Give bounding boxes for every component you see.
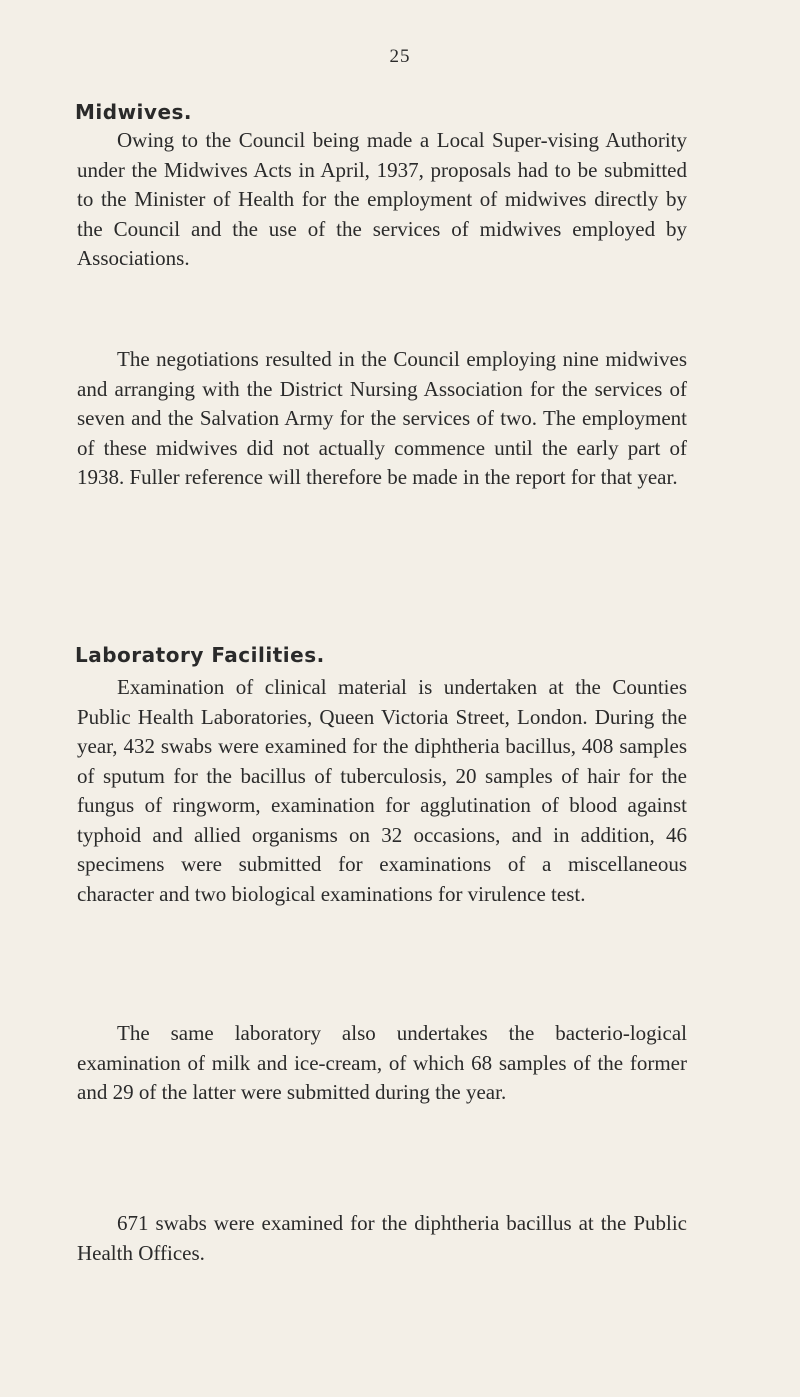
laboratory-facilities-heading: Laboratory Facilities.	[75, 643, 325, 667]
midwives-paragraph-1: Owing to the Council being made a Local Super-vising Authority under the Midwives Acts in April, 1937, proposals had to be submitted to the Minister of Health for the employment of midwives directly by the Council and the use of the services of midwives employed by Associations.	[77, 128, 687, 270]
midwives-heading: Midwives.	[75, 100, 193, 124]
midwives-paragraph-2: The negotiations resulted in the Council employing nine midwives and arranging with the District Nursing Association for the services of seven and the Salvation Army for the services of two. The employment of these midwives did not actually commence until the early part of 1938. Fuller reference will therefore be made in the report for that year.	[77, 347, 687, 489]
laboratory-paragraph-2: The same laboratory also undertakes the bacterio-logical examination of milk and ice-cream, of which 68 samples of the former and 29 of the latter were submitted during the year.	[77, 1021, 687, 1104]
page-number: 25	[389, 46, 411, 67]
laboratory-paragraph-1: Examination of clinical material is undertaken at the Counties Public Health Laboratories, Queen Victoria Street, London. During the year, 432 swabs were examined for the diphtheria bacillus, 408 samples of sputum for the bacillus of tuberculosis, 20 samples of hair for the fungus of ringworm, examination for agglutination of blood against typhoid and allied organisms on 32 occasions, and in addition, 46 specimens were submitted for examinations of a miscellaneous character and two biological examinations for virulence test.	[77, 675, 687, 906]
laboratory-paragraph-3: 671 swabs were examined for the diphtheria bacillus at the Public Health Offices.	[77, 1211, 687, 1265]
